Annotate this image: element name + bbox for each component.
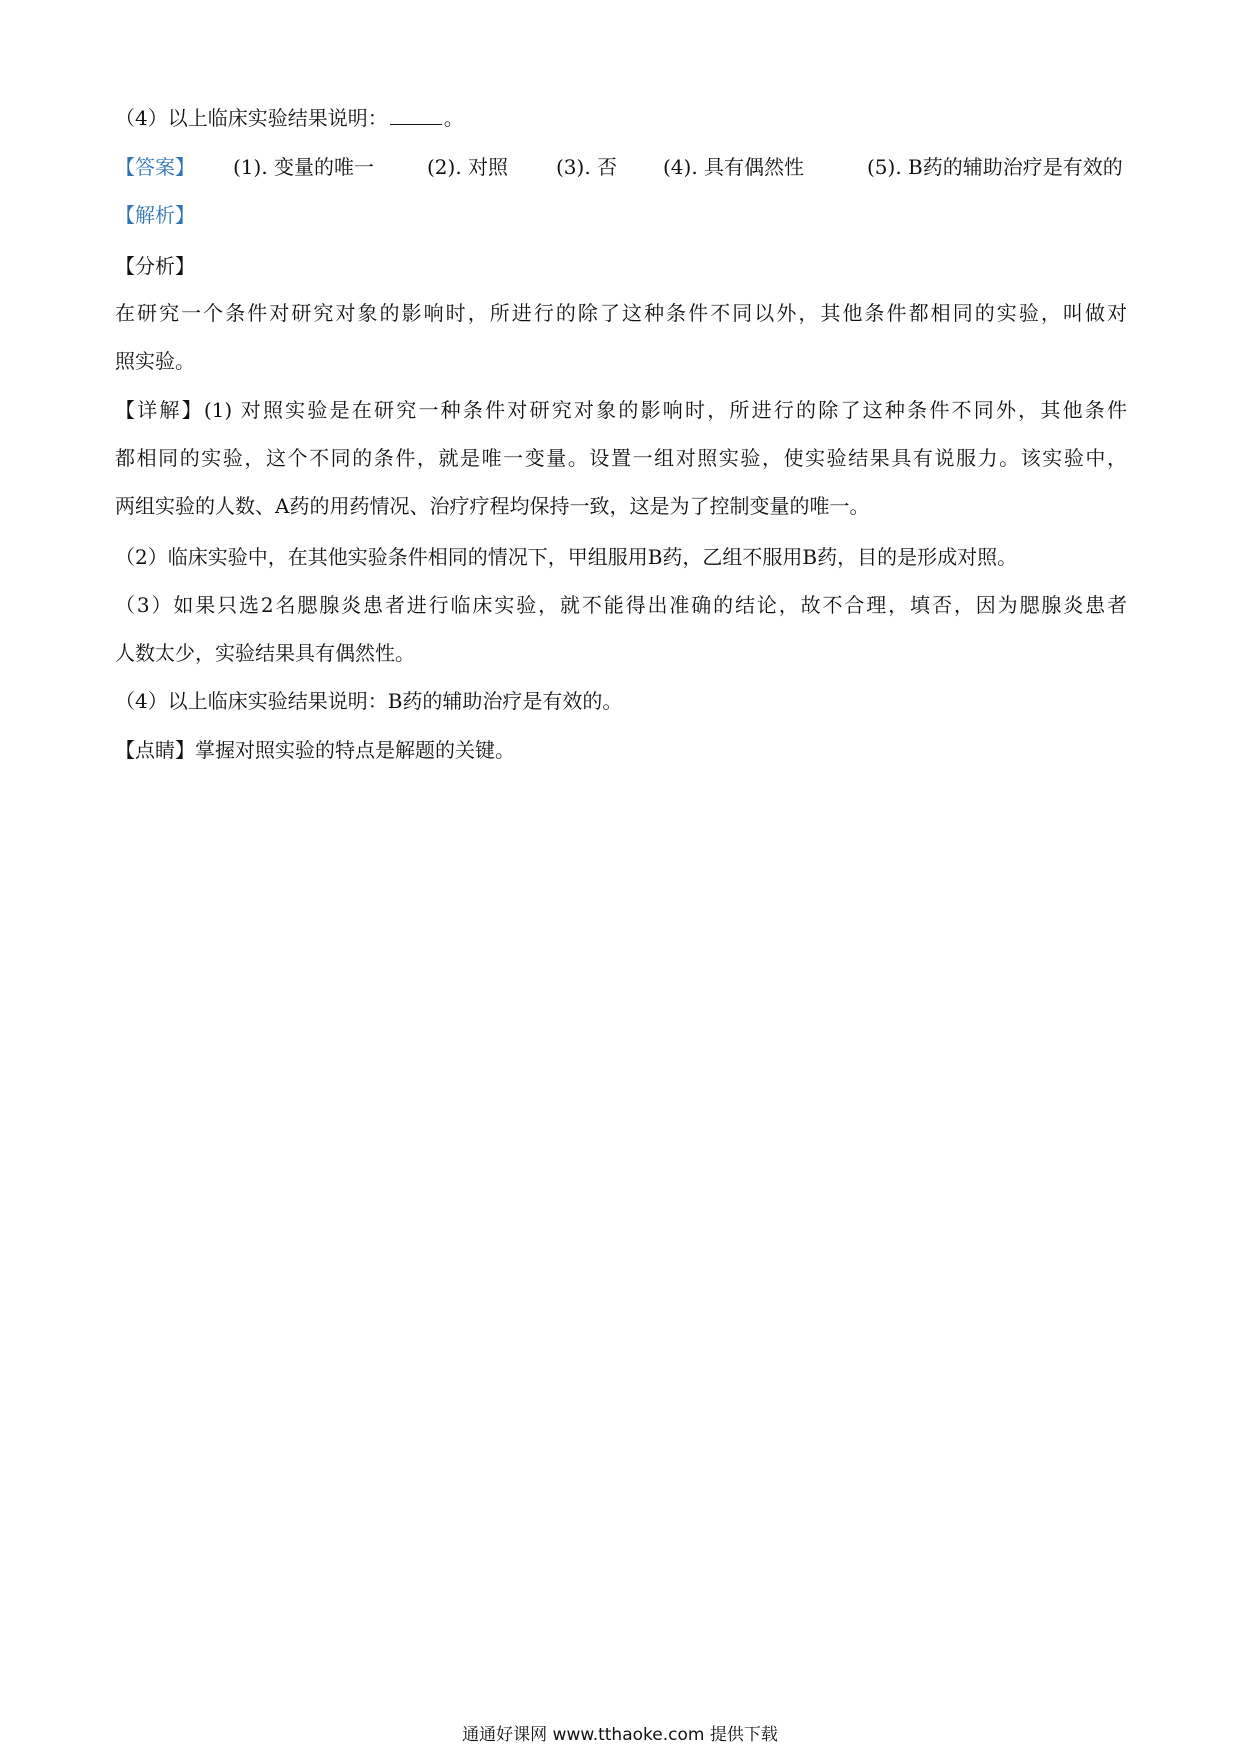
detail-p3-line-2: 人数太少，实验结果具有偶然性。	[115, 641, 415, 665]
answer-item-4: (4). 具有偶然性	[663, 155, 805, 179]
answer-row	[115, 152, 1127, 182]
question-4-prefix: （4）以上临床实验结果说明：	[115, 106, 388, 130]
detail-line-1-text: (1) 对照实验是在研究一种条件对研究对象的影响时，所进行的除了这种条件不同外，其他条件	[203, 398, 1128, 422]
answer-blank	[390, 106, 442, 125]
dianjing-label: 【点睛】	[115, 738, 195, 762]
answer-label: 【答案】	[115, 155, 195, 179]
dianjing	[115, 735, 1127, 765]
fenxi-line-1: 在研究一个条件对研究对象的影响时，所进行的除了这种条件不同以外，其他条件都相同的实验，叫做对	[115, 301, 1127, 325]
detail-p3-line-1: （3）如果只选2名腮腺炎患者进行临床实验，就不能得出准确的结论，故不合理，填否，因为腮腺炎患者	[115, 593, 1127, 617]
detail-p2: （2）临床实验中，在其他实验条件相同的情况下，甲组服用B药，乙组不服用B药，目的是形成对照。	[115, 545, 1018, 569]
detail-line-3: 两组实验的人数、A药的用药情况、治疗疗程均保持一致，这是为了控制变量的唯一。	[115, 494, 870, 518]
detail-line-2: 都相同的实验，这个不同的条件，就是唯一变量。设置一组对照实验，使实验结果具有说服力。该实验中，	[115, 446, 1127, 470]
answer-item-2: (2). 对照	[427, 155, 509, 179]
page-footer: 通通好课网 www.tthaoke.com 提供下载	[462, 1725, 778, 1745]
detail-line-1	[115, 395, 1127, 425]
detail-label: 【详解】	[115, 398, 204, 422]
detail-p4: （4）以上临床实验结果说明：B药的辅助治疗是有效的。	[115, 689, 623, 713]
answer-item-5: (5). B药的辅助治疗是有效的	[867, 155, 1123, 179]
answer-item-1: (1). 变量的唯一	[233, 155, 375, 179]
answer-item-3: (3). 否	[556, 155, 618, 179]
dianjing-text: 掌握对照实验的特点是解题的关键。	[195, 738, 515, 762]
question-4	[115, 103, 1127, 133]
question-4-suffix: 。	[443, 106, 464, 130]
fenxi-label: 【分析】	[115, 254, 195, 278]
fenxi-line-2: 照实验。	[115, 349, 195, 373]
analysis-label: 【解析】	[115, 203, 195, 227]
